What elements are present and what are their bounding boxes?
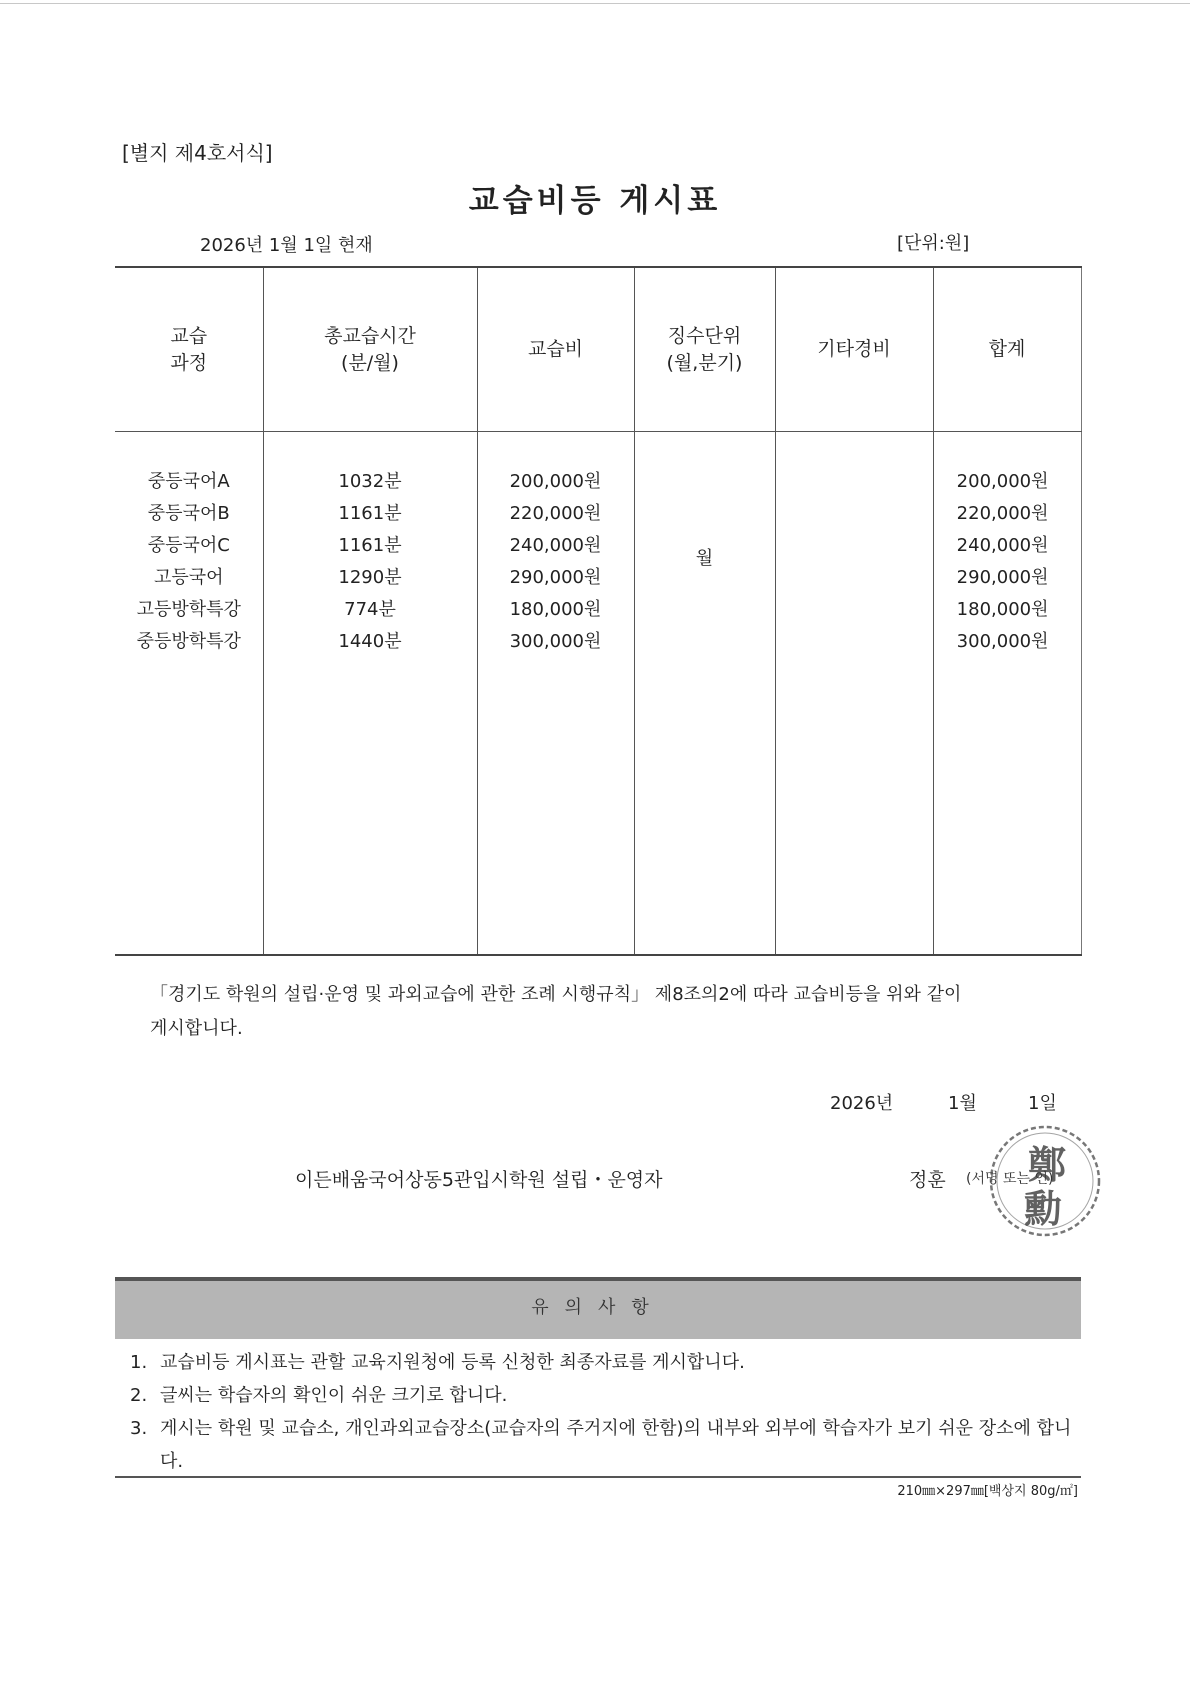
table-cell-course: 중등국어A: [147, 471, 230, 492]
table-cell-course: 고등국어: [153, 567, 224, 588]
other-expenses-column: [775, 432, 933, 956]
sign-note: (서명 또는 인): [966, 1171, 1054, 1187]
date-month: 1월: [948, 1093, 977, 1114]
table-cell-fee: 290,000원: [509, 567, 602, 588]
table-cell-hours: 1440분: [338, 631, 402, 652]
table-cell-total: 300,000원: [956, 631, 1049, 652]
table-cell-other: [776, 530, 933, 562]
table-cell-total: 180,000원: [956, 599, 1049, 620]
total-column: [933, 432, 1081, 956]
header-other-expenses: 기타경비: [775, 267, 933, 432]
list-item: 3. 게시는 학원 및 교습소, 개인과외교습장소(교습자의 주거지에 한함)의 내부와 외부에 학습자가 보기 쉬운 장소에 합니다.: [130, 1418, 1072, 1472]
table-cell-total: 240,000원: [956, 535, 1049, 556]
unit-label: [단위:원]: [897, 233, 970, 254]
table-cell-fee: 300,000원: [509, 631, 602, 652]
svg-text:鄭: 鄭: [1027, 1142, 1067, 1187]
table-header-row: [115, 267, 1081, 432]
collection-unit-value: 월: [695, 548, 714, 569]
legal-statement: [150, 978, 1080, 1046]
notice-title: 유의사항: [531, 1297, 665, 1318]
table-cell-other: [776, 594, 933, 626]
svg-text:勳: 勳: [1023, 1186, 1063, 1231]
list-item: 1. 교습비등 게시표는 관할 교육지원청에 등록 신청한 최종자료를 게시합니다.: [130, 1352, 745, 1373]
table-cell-other: [776, 562, 933, 594]
table-cell-hours: 1161분: [338, 503, 402, 524]
table-cell-course: 고등방학특강: [136, 599, 241, 620]
notice-list: [130, 1346, 1080, 1478]
table-cell-total: 200,000원: [956, 471, 1049, 492]
table-cell-hours: 1290분: [338, 567, 402, 588]
table-cell-course: 중등국어C: [147, 535, 230, 556]
fee-table: [115, 266, 1082, 956]
table-cell-total: 290,000원: [956, 567, 1049, 588]
header-total-hours: 총교습시간 (분/월): [263, 267, 477, 432]
representative-name: 정훈: [909, 1169, 946, 1191]
bottom-rule: [115, 1476, 1081, 1478]
table-cell-other: [776, 498, 933, 530]
form-number: [별지 제4호서식]: [122, 141, 273, 165]
page-top-edge: [0, 3, 1190, 4]
table-body-row: [115, 432, 1081, 956]
header-collection-unit: 징수단위 (월,분기): [634, 267, 775, 432]
operator-name: 이든배움국어상동5관입시학원 설립・운영자: [295, 1169, 663, 1191]
header-total: 합계: [933, 267, 1081, 432]
as-of-date: 2026년 1월 1일 현재: [200, 235, 373, 256]
hours-column: [263, 432, 477, 956]
date-year: 2026년: [830, 1093, 894, 1114]
table-cell-fee: 240,000원: [509, 535, 602, 556]
table-cell-other: [776, 626, 933, 658]
legal-statement-line2: 게시합니다.: [150, 1018, 243, 1039]
table-cell-fee: 220,000원: [509, 503, 602, 524]
table-cell-course: 중등국어B: [147, 503, 230, 524]
header-course: 교습 과정: [115, 267, 263, 432]
list-item: 2. 글씨는 학습자의 확인이 쉬운 크기로 합니다.: [130, 1385, 508, 1406]
table-cell-hours: 1161분: [338, 535, 402, 556]
table-cell-total: 220,000원: [956, 503, 1049, 524]
red-seal-stamp: [985, 1122, 1105, 1240]
fee-column: [477, 432, 634, 956]
table-cell-hours: 1032분: [338, 471, 402, 492]
course-column: [115, 432, 263, 956]
collection-column: [634, 432, 775, 956]
page-title: 교습비등 게시표: [468, 183, 722, 219]
date-day: 1일: [1028, 1093, 1057, 1114]
header-fee: 교습비: [477, 267, 634, 432]
table-cell-fee: 180,000원: [509, 599, 602, 620]
table-cell-course: 중등방학특강: [136, 631, 241, 652]
paper-spec: 210㎜×297㎜[백상지 80g/㎡]: [897, 1484, 1078, 1499]
table-cell-fee: 200,000원: [509, 471, 602, 492]
table-cell-hours: 774분: [344, 599, 396, 620]
legal-statement-line1: 「경기도 학원의 설립·운영 및 과외교습에 관한 조례 시행규칙」 제8조의2에 따라 교습비등을 위와 같이: [150, 984, 962, 1005]
table-cell-other: [776, 466, 933, 498]
